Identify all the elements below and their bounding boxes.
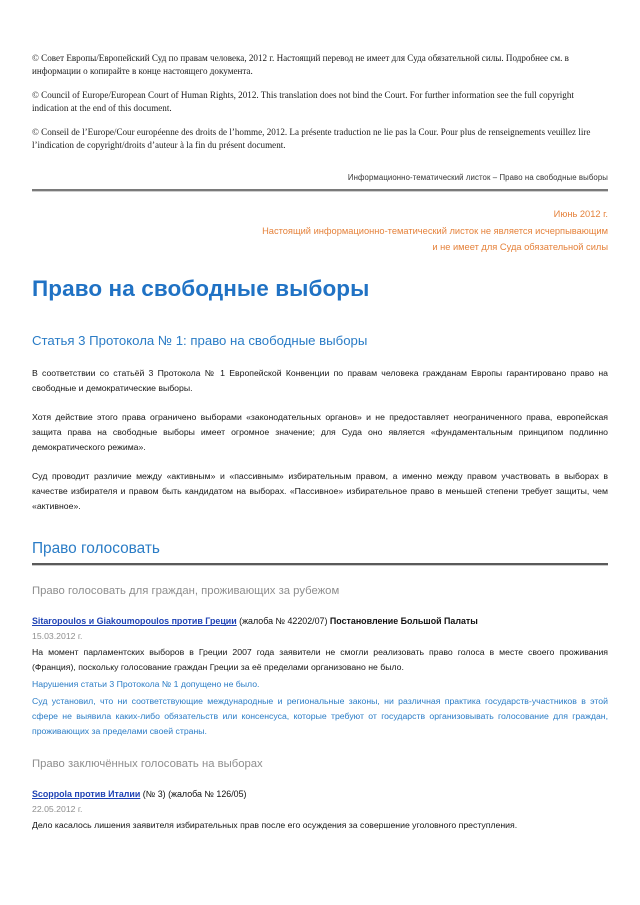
case-entry-scoppola [32,788,608,832]
case-ruling-type: Постановление Большой Палаты [329,616,478,627]
article-paragraph-2: Хотя действие этого права ограничено выборами «законодательных органов» и не предоставляет неограниченного права, европейская защита права на свободные выборы имеет огромное значение; для Суда оно является «фундаментальным принципом подлинно демократического режима». [32,412,608,453]
running-header: Информационно-тематический листок – Право на свободные выборы [347,173,608,183]
case-complaint-number: (№ 3) (жалоба № 126/05) [140,789,247,800]
case-date: 15.03.2012 г. [32,630,83,641]
copyright-french: © Conseil de l’Europe/Cour européenne des droits de l’homme, 2012. La présente traduction ne lie pas la Cour. Pour plus de renseignements veuillez lire l’indication de copyright/droits d’auteur à la fin du présent document. [32,126,591,150]
section-divider-right-to-vote [32,563,608,566]
copyright-block [32,0,608,151]
page-title: Право на свободные выборы [32,276,370,302]
case-title-line [32,615,608,628]
copyright-english: © Council of Europe/European Court of Human Rights, 2012. This translation does not bind the Court. For further information see the full copyright indication at the end of this document. [32,89,574,113]
intro-date: Июнь 2012 г. [553,209,608,220]
article-paragraph-1: В соответствии со статьёй 3 Протокола № 1 Европейской Конвенции по правам человека гражданам Европы гарантировано право на свободные и демократические выборы. [32,368,608,394]
subsection-heading-prisoners: Право заключённых голосовать на выборах [32,757,263,770]
case-link-scoppola[interactable]: Scoppola против Италии [32,789,141,800]
intro-note-block [32,206,608,255]
case-link-sitaropoulos[interactable]: Sitaropoulos и Giakoumopoulos против Греции [32,616,237,627]
case-summary: На момент парламентских выборов в Греции 2007 года заявители не смогли реализовать право голоса в месте своего проживания (Франция), поскольку голосование граждан Греции за её пределами организовано не было. [32,646,608,672]
case-title-line [32,788,608,801]
header-divider [32,189,608,192]
case-reasoning: Суд установил, что ни соответствующие международные и региональные законы, ни различная практика государств-участников в этой сфере не выявила каких-либо обязательств или консенсуса, которые требуют от государств организовывать голосование для граждан, проживающих за пределами своей страны. [32,695,608,736]
section-heading-right-to-vote: Право голосовать [32,540,160,558]
subsection-heading-abroad: Право голосовать для граждан, проживающих за рубежом [32,584,340,597]
case-finding: Нарушения статьи 3 Протокола № 1 допущено не было. [32,678,260,689]
case-entry-sitaropoulos [32,615,608,738]
intro-disclaimer-line-1: Настоящий информационно-тематический листок не является исчерпывающим [262,225,608,236]
copyright-russian: © Совет Европы/Европейский Суд по правам человека, 2012 г. Настоящий перевод не имеет для Суда обязательной силы. Подробнее см. в информации о копирайте в конце настоящего документа. [32,53,569,76]
article-paragraph-3: Суд проводит различие между «активным» и «пассивным» избирательным правом, а именно между правом участвовать в выборах в качестве избирателя и правом быть кандидатом на выборах. «Пассивное» избирательное право в меньшей степени требует защиты, чем «активное». [32,471,608,512]
case-summary: Дело касалось лишения заявителя избирательных прав после его осуждения за совершение уголовного преступления. [32,819,518,830]
case-complaint-number: (жалоба № 42202/07) [236,616,330,627]
section-heading-article-3: Статья 3 Протокола № 1: право на свободные выборы [32,332,368,348]
case-date: 22.05.2012 г. [32,803,83,814]
intro-disclaimer-line-2: и не имеет для Суда обязательной силы [432,241,608,252]
